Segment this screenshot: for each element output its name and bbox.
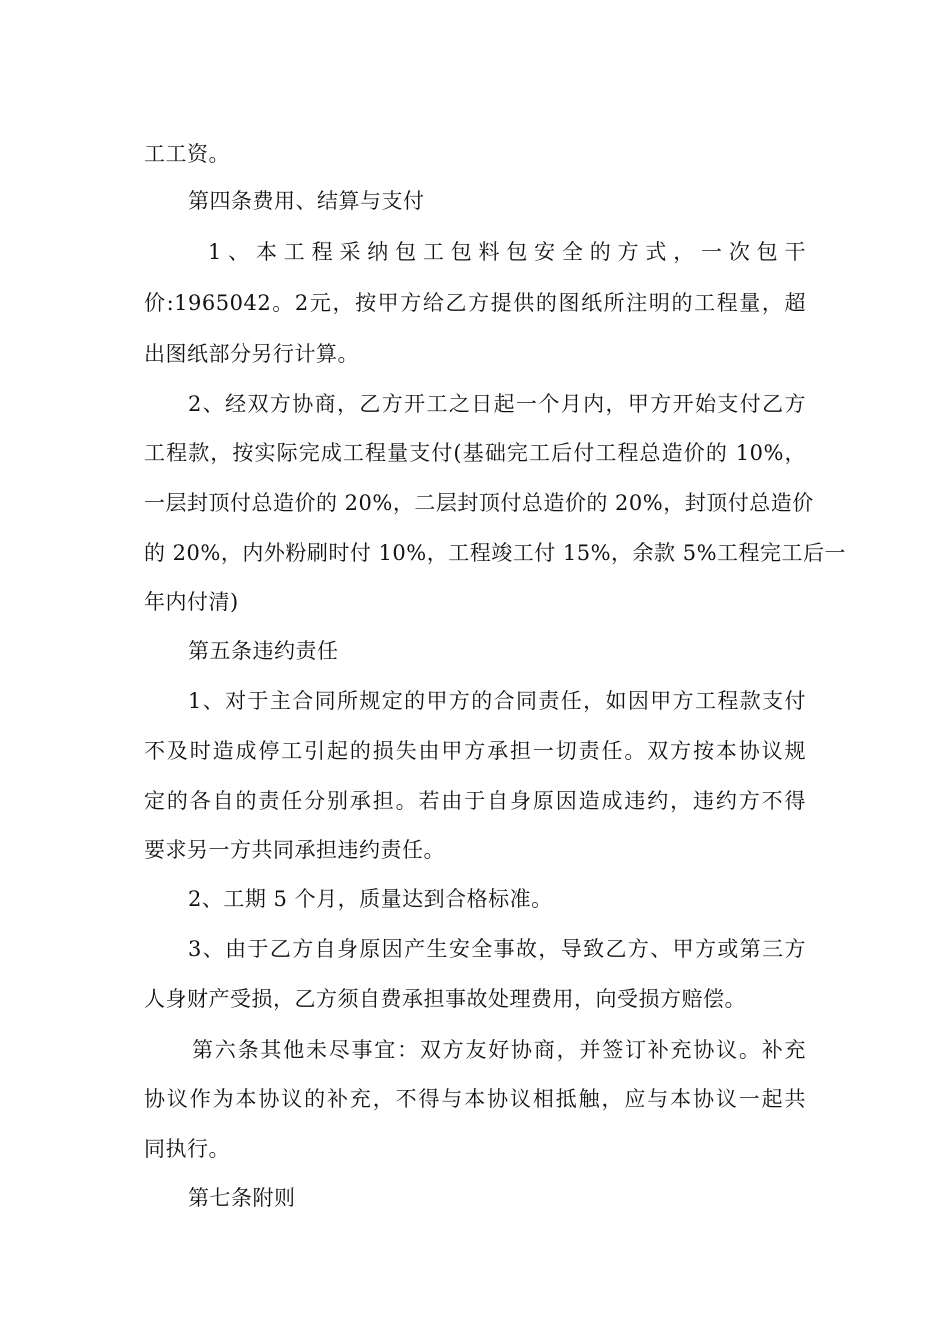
paragraph-line: 不及时造成停工引起的损失由甲方承担一切责任。双方按本协议规 bbox=[144, 739, 806, 763]
paragraph-line: 的 20%，内外粉刷时付 10%，工程竣工付 15%，余款 5%工程完工后一 bbox=[144, 541, 847, 565]
paragraph-line: 人身财产受损，乙方须自费承担事故处理费用，向受损方赔偿。 bbox=[144, 987, 746, 1011]
paragraph-line: 工工资。 bbox=[144, 142, 230, 166]
paragraph-line: 价:1965042。2元，按甲方给乙方提供的图纸所注明的工程量，超 bbox=[144, 291, 806, 315]
paragraph-line: 1、本工程采纳包工包料包安全的方式，一次包干 bbox=[208, 240, 806, 264]
section-heading: 第七条附则 bbox=[188, 1186, 296, 1210]
paragraph-line: 第六条其他未尽事宜：双方友好协商，并签订补充协议。补充 bbox=[192, 1038, 806, 1062]
paragraph-line: 同执行。 bbox=[144, 1137, 230, 1161]
paragraph-line: 年内付清) bbox=[144, 590, 239, 614]
paragraph-line: 1、对于主合同所规定的甲方的合同责任，如因甲方工程款支付 bbox=[188, 689, 806, 713]
paragraph-line: 2、工期 5 个月，质量达到合格标准。 bbox=[188, 887, 553, 911]
paragraph-line: 工程款，按实际完成工程量支付(基础完工后付工程总造价的 10%， bbox=[144, 441, 806, 465]
paragraph-line: 定的各自的责任分别承担。若由于自身原因造成违约，违约方不得 bbox=[144, 789, 806, 813]
section-heading: 第五条违约责任 bbox=[188, 639, 339, 663]
paragraph-line: 协议作为本协议的补充，不得与本协议相抵触，应与本协议一起共 bbox=[144, 1087, 806, 1111]
paragraph-line: 要求另一方共同承担违约责任。 bbox=[144, 838, 445, 862]
paragraph-line: 一层封顶付总造价的 20%，二层封顶付总造价的 20%，封顶付总造价 bbox=[144, 491, 814, 515]
paragraph-line: 出图纸部分另行计算。 bbox=[144, 342, 359, 366]
paragraph-line: 2、经双方协商，乙方开工之日起一个月内，甲方开始支付乙方 bbox=[188, 392, 806, 416]
paragraph-line: 3、由于乙方自身原因产生安全事故，导致乙方、甲方或第三方 bbox=[188, 937, 806, 961]
section-heading: 第四条费用、结算与支付 bbox=[188, 189, 425, 213]
